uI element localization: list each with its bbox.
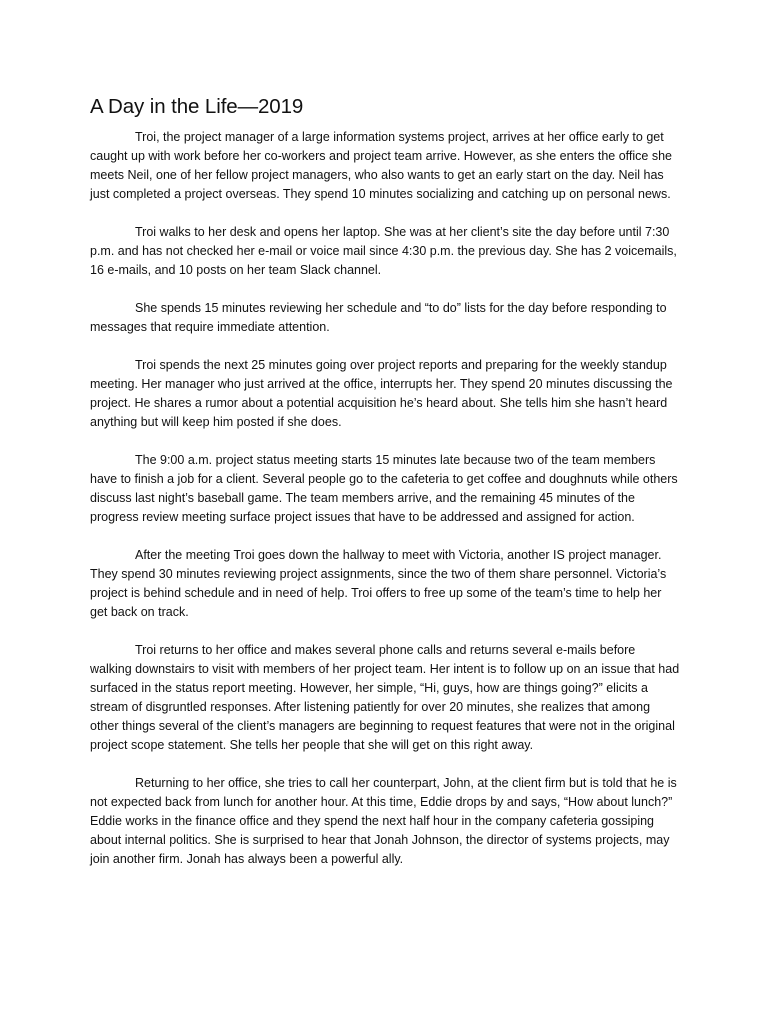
paragraph-6: After the meeting Troi goes down the hallway to meet with Victoria, another IS project manager. They spend 30 minutes reviewing project assignments, since the two of them share personnel. Victoria’s project is behind schedule and in need of help. Troi offers to free up some of the team’s time to help her get back on track.	[90, 548, 667, 619]
document-page	[90, 93, 680, 888]
paragraph-2: Troi walks to her desk and opens her laptop. She was at her client’s site the day before until 7:30 p.m. and has not checked her e-mail or voice mail since 4:30 p.m. the previous day. She has 2 voicemails, 16 e-mails, and 10 posts on her team Slack channel.	[90, 225, 677, 277]
paragraph-4: Troi spends the next 25 minutes going over project reports and preparing for the weekly standup meeting. Her manager who just arrived at the office, interrupts her. They spend 20 minutes discussing the project. He shares a rumor about a potential acquisition he’s heard about. She tells him she hasn’t heard anything but will keep him posted if she does.	[90, 358, 673, 429]
paragraph-7: Troi returns to her office and makes several phone calls and returns several e-mails before walking downstairs to visit with members of her project team. Her intent is to follow up on an issue that had surfaced in the status report meeting. However, her simple, “Hi, guys, how are things going?” elicits a stream of disgruntled responses. After listening patiently for over 20 minutes, she realizes that among other things several of the client’s managers are beginning to request features that were not in the original project scope statement. She tells her people that she will get on this right away.	[90, 643, 680, 752]
paragraph-3: She spends 15 minutes reviewing her schedule and “to do” lists for the day before responding to messages that require immediate attention.	[90, 301, 667, 334]
paragraph-8: Returning to her office, she tries to call her counterpart, John, at the client firm but is told that he is not expected back from lunch for another hour. At this time, Eddie drops by and says, “How about lunch?” Eddie works in the finance office and they spend the next half hour in the company cafeteria gossiping about internal politics. She is surprised to hear that Jonah Johnson, the director of systems projects, may join another firm. Jonah has always been a powerful ally.	[90, 776, 677, 866]
document-title: A Day in the Life—2019	[90, 95, 304, 118]
paragraph-5: The 9:00 a.m. project status meeting starts 15 minutes late because two of the team members have to finish a job for a client. Several people go to the cafeteria to get coffee and doughnuts while others discuss last night’s baseball game. The team members arrive, and the remaining 45 minutes of the progress review meeting surface project issues that have to be addressed and assigned for action.	[90, 453, 678, 524]
paragraph-1: Troi, the project manager of a large information systems project, arrives at her office early to get caught up with work before her co-workers and project team arrive. However, as she enters the office she meets Neil, one of her fellow project managers, who also wants to get an early start on the day. Neil has just completed a project overseas. They spend 10 minutes socializing and catching up on personal news.	[90, 130, 673, 201]
